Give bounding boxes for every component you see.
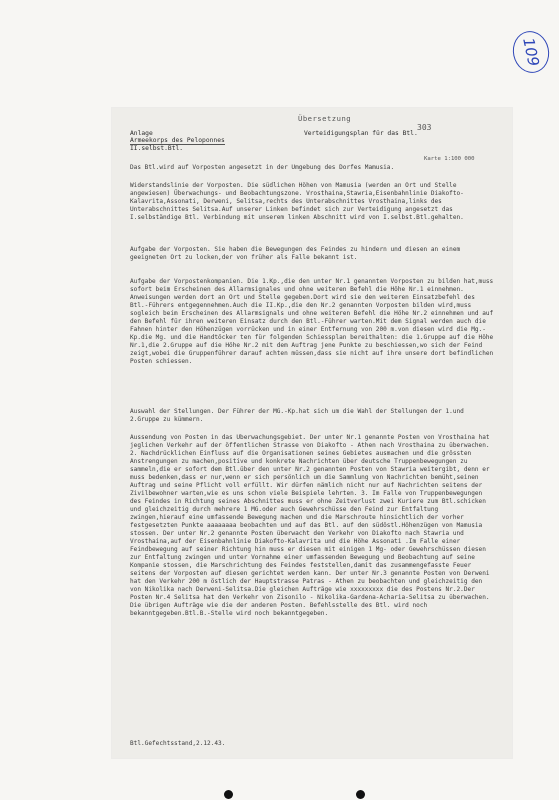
header-left-line-1: Anlage [130, 130, 153, 137]
header-left-line-3: II.selbst.Btl. [130, 145, 184, 152]
paragraph-4: Aufgabe der Vorpostenkompanien. Die 1.Kp.,die den unter Nr.1 genannten Vorposten zu bilden hat,muss sofort beim Erscheinen des Allarmsignales und ohne weiteren Befehl die Höhe Nr.1 einnehmen. Anweisungen werden dort an Ort und Stelle gegeben.Dort wird sie den weiteren Einsatzbefehl des Btl.-Führers entgegennehmen.Auch die II.Kp.,die den Nr.2 genannten Vorposten bilden wird,muss sogleich beim Erscheinen des Allarmsignals und ohne weiteren Befehl die Höhe Nr.2 einnehmen und auf den Befehl für ihren weiteren Einsatz durch den Btl.-Führer warten.Mit dem Signal werden auch die Fahnen hinter den Höhenzügen vorrücken und in einer Entfernung von 200 m.von diesen wird die Mg.-Kp.die Mg. und die Handtöcker ten für folgenden Schiessplan bereithalten: die 1.Gruppe auf die Höhe Nr.1,die 2.Gruppe auf die Höhe Nr.2 mit dem Auftrag jene Punkte zu beschiessen,wo sich der Feind zeigt,wobei die Gruppenführer darauf achten müssen,dass sie nicht auf ihre unsere dort befindlichen Posten schiessen. [130, 278, 494, 365]
header-right: Verteidigungsplan für das Btl. [304, 130, 418, 137]
punch-hole-left [224, 790, 233, 799]
paragraph-2: Widerstandslinie der Vorposten. Die südlichen Höhen von Mamusia (werden an Ort und Stelle angewiesen) Überwachungs- und Beobachtungszone. Vrosthaina,Stawria,Eisenbahnlinie Diakofto- Kalavrita,Assonati, Derweni, Selitsa,rechts des Unterabschnittes Vrosthaina,links des Unterabschnittes Selitsa.Auf unserer Linken befindet sich zur Verteidigung angesetzt das I.selbständige Btl. Verbindung mit unserem linken Abschnitt wird von I.selbst.Btl.gehalten. [130, 182, 464, 221]
header-note: Karte 1:100 000 [424, 156, 475, 162]
header-left-line-2: Armeekorps des Peloponnes [130, 137, 225, 144]
paragraph-1: Das Btl.wird auf Vorposten angesetzt in der Umgebung des Dorfes Mamusia. [130, 164, 395, 171]
paragraph-6: Aussendung von Posten in das Überwachungsgebiet. Der unter Nr.1 genannte Posten von Vrosthaina hat jeglichen Verkehr auf der öffentlichen Strasse von Diakofto - Athen nach Vrosthaina zu überwachen. 2. Nachdrücklichen Einfluss auf die Organisationen seines Gebietes ausmachen und die grössten Anstrengungen zu machen,positive und konkrete Nachrichten über deutsche Truppenbewegungen zu sammeln,die er sofort dem Btl.über den unter Nr.2 genannten Posten von Stawria weitergibt, denn er muss bedenken,dass er nur,wenn er sich persönlich um die Sammlung von Nachrichten bemüht,seinen Auftrag und seine Pflicht voll erfüllt. Wir dürfen nämlich nicht nur auf Nachrichten seitens der Zivilbewohner warten,wie es uns schon viele Beispiele lehrten. 3. Im Falle von Truppenbewegungen des Feindes in Richtung seines Abschnittes muss er ohne Zeitverlust zwei Kuriere zum Btl.schicken und gleichzeitig durch mehrere 1 MG.oder auch Gewehrschüsse den Feind zur Entfaltung zwingen,hierauf eine umfassende Bewegung machen und die Marschroute hinsichtlich der vorher festgesetzten Punkte aaaaaaaa beobachten und auf das Btl. auf den südöstl.Höhenzügen von Mamusia stossen. Der unter Nr.2 genannte Posten überwacht den Verkehr von Diakofto nach Stawria und Vrosthaina,auf der Eisenbahnlinie Diakofto-Kalavrita und die Höhe Assonati .Im Falle einer Feindbewegung auf seiner Richtung hin muss er diesen mit einigen 1 Mg- oder Gewehrschüssen diesen zur Entfaltung zwingen und unter Vornahme einer umfassenden Bewegung und Beobachtung auf seine Kompanie stossen, die Marschrichtung des Feindes feststellen,damit das zusammengefasste Feuer seitens der Vorposten auf diesen gerichtet werden kann. Der unter Nr.3 genannte Posten von Derweni hat den Verkehr 200 m östlich der Hauptstrasse Patras - Athen zu beobachten und gleichzeitig den von Nikolika nach Derweni-Selitsa.Die gleichen Aufträge wie xxxxxxxxx die des Postens Nr.2.Der Posten Nr.4 Selitsa hat den Verkehr von Zisonilo - Nikolika-Gardena-Acharia-Selitsa zu überwachen. Die übrigen Aufträge wie die der anderen Posten. Befehlsstelle des Btl. wird noch bekanntgegeben.Btl.B.-Stelle wird noch bekanntgegeben. [130, 434, 490, 617]
paragraph-3: Aufgabe der Vorposten. Sie haben die Bewegungen des Feindes zu hindern und diesen an einem geeigneten Ort zu locken,der von früher als Falle bekannt ist. [130, 246, 461, 261]
header-left [130, 130, 225, 152]
punch-hole-right [356, 790, 365, 799]
document-sheet [112, 108, 512, 758]
page-number-stamp: 109 [509, 28, 553, 77]
closing-line: Btl.Gefechtsstand,2.12.43. [130, 740, 226, 747]
document-title: Übersetzung [298, 114, 352, 123]
paragraph-5: Auswahl der Stellungen. Der Führer der MG.-Kp.hat sich um die Wahl der Stellungen der 1.und 2.Gruppe zu kümmern. [130, 408, 464, 423]
document-number: 303 [417, 123, 432, 132]
